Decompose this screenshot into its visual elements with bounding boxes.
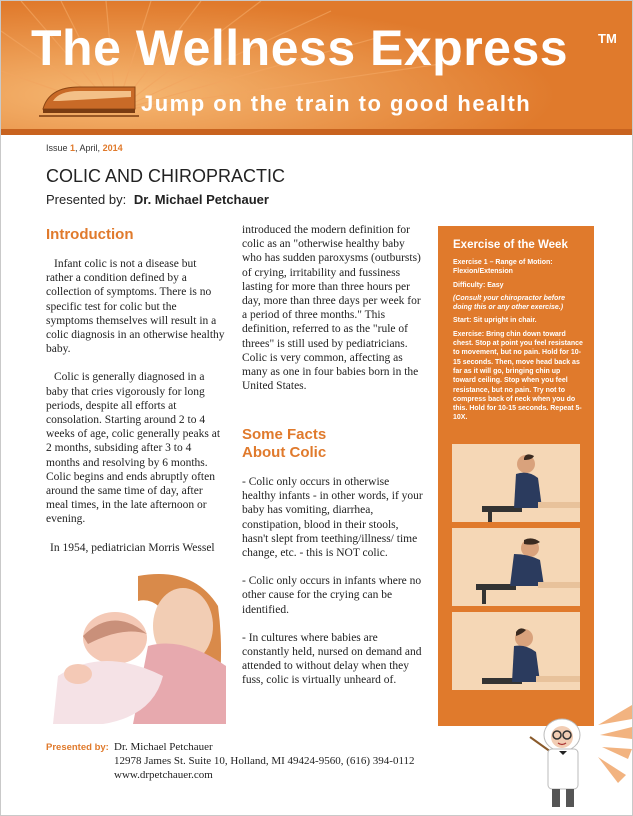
byline-author: Dr. Michael Petchauer — [133, 192, 269, 207]
issue-year: 2014 — [102, 143, 123, 153]
fact-item: - Colic only occurs in otherwise healthy infants - in other words, if your baby has vomiting, diarrhea, constipation, blood in their stools, hasn't slept from teething/illness/ time change, etc. - this is NOT colic. — [242, 476, 423, 560]
exercise-details — [453, 258, 585, 427]
article-title: COLIC AND CHIROPRACTIC — [46, 166, 286, 186]
exercise-start: Start: Sit upright in chair. — [453, 317, 537, 325]
byline-label: Presented by: — [46, 192, 127, 207]
facts-heading-line-1: Some Facts — [242, 426, 327, 443]
exercise-photo-upright — [452, 444, 580, 522]
issue-number: 1 — [70, 143, 76, 153]
intro-text — [46, 257, 226, 555]
exercise-photo-extension — [452, 612, 580, 690]
intro-paragraph-3-continued: introduced the modern definition for colic as an "otherwise healthy baby who has sudden paroxysms (outbursts) of crying, irritability and fussiness lasting for more than three hours per day, more than three days per week for a period of three months." This definition, referred to as the "rule of threes" is still used by pediatricians. Colic is very common, affecting as many as one in four babies born in the United States. — [242, 224, 421, 393]
exercise-note: (Consult your chiropractor before doing this or any other exercise.) — [453, 294, 566, 312]
train-icon — [39, 79, 139, 119]
fact-item: - Colic only occurs in infants where no other cause for the crying can be identified. — [242, 575, 422, 616]
intro-paragraph-3: In 1954, pediatrician Morris Wessel — [50, 541, 215, 554]
footer-name: Dr. Michael Petchauer — [114, 741, 213, 753]
article-byline — [46, 192, 269, 207]
intro-heading: Introduction — [46, 226, 134, 243]
intro-paragraph-2: Colic is generally diagnosed in a baby that cries vigorously for long periods, despite all efforts at consolation. Starting around 2 to 4 weeks of age, colic generally peaks at 2 months, subsiding after 3 to 4 months and resolving by 6 months. Colic begins and ends abruptly often around the same time of day, after meal times, in the late afternoon or evening. — [46, 371, 221, 526]
footer-presented-by: Presented by: — [46, 742, 109, 753]
facts-heading — [242, 426, 326, 462]
masthead — [1, 1, 632, 135]
trademark-mark: TM — [598, 31, 617, 46]
footer-website[interactable]: www.drpetchauer.com — [114, 769, 213, 781]
newsletter-title: The Wellness Express — [31, 20, 569, 76]
issue-line — [46, 143, 123, 153]
exercise-name: Exercise 1 – Range of Motion: Flexion/Extension — [453, 259, 553, 276]
facts-heading-line-2: About Colic — [242, 444, 327, 461]
issue-month: , April, — [75, 143, 101, 153]
fact-item: - In cultures where babies are constantly held, nursed on demand and attended to without delay when they fuss, colic is virtually unheard of. — [242, 631, 422, 687]
exercise-sidebar — [438, 226, 594, 726]
footer-address: 12978 James St. Suite 10, Holland, MI 49424-9560, (616) 394-0112 — [114, 755, 415, 767]
intro-continued — [242, 223, 425, 393]
issue-label: Issue — [46, 143, 68, 153]
exercise-instructions: Exercise: Bring chin down toward chest. Stop at point you feel resistance to movement, but no pain. Hold for 10-15 seconds. Then, move head back as far as it will go, bringing chin up toward ceiling. Stop when you feel resistance, but no pain. Try not to compress back of neck when you do this. Hold for 10-15 seconds. Repeat 5-10X. — [453, 330, 583, 422]
newsletter-tagline: Jump on the train to good health — [141, 91, 532, 116]
mother-baby-photo — [43, 566, 226, 724]
doctor-mascot-icon — [528, 705, 632, 813]
facts-list — [242, 475, 425, 688]
exercise-title: Exercise of the Week — [453, 239, 568, 251]
exercise-photo-flexion — [452, 528, 580, 606]
exercise-difficulty: Difficulty: Easy — [453, 281, 504, 289]
intro-paragraph-1: Infant colic is not a disease but rather a condition defined by a collection of symptoms. There is no specific test for colic but the symptoms themselves will result in a colic diagnosis in an otherwise healthy baby. — [46, 258, 225, 356]
